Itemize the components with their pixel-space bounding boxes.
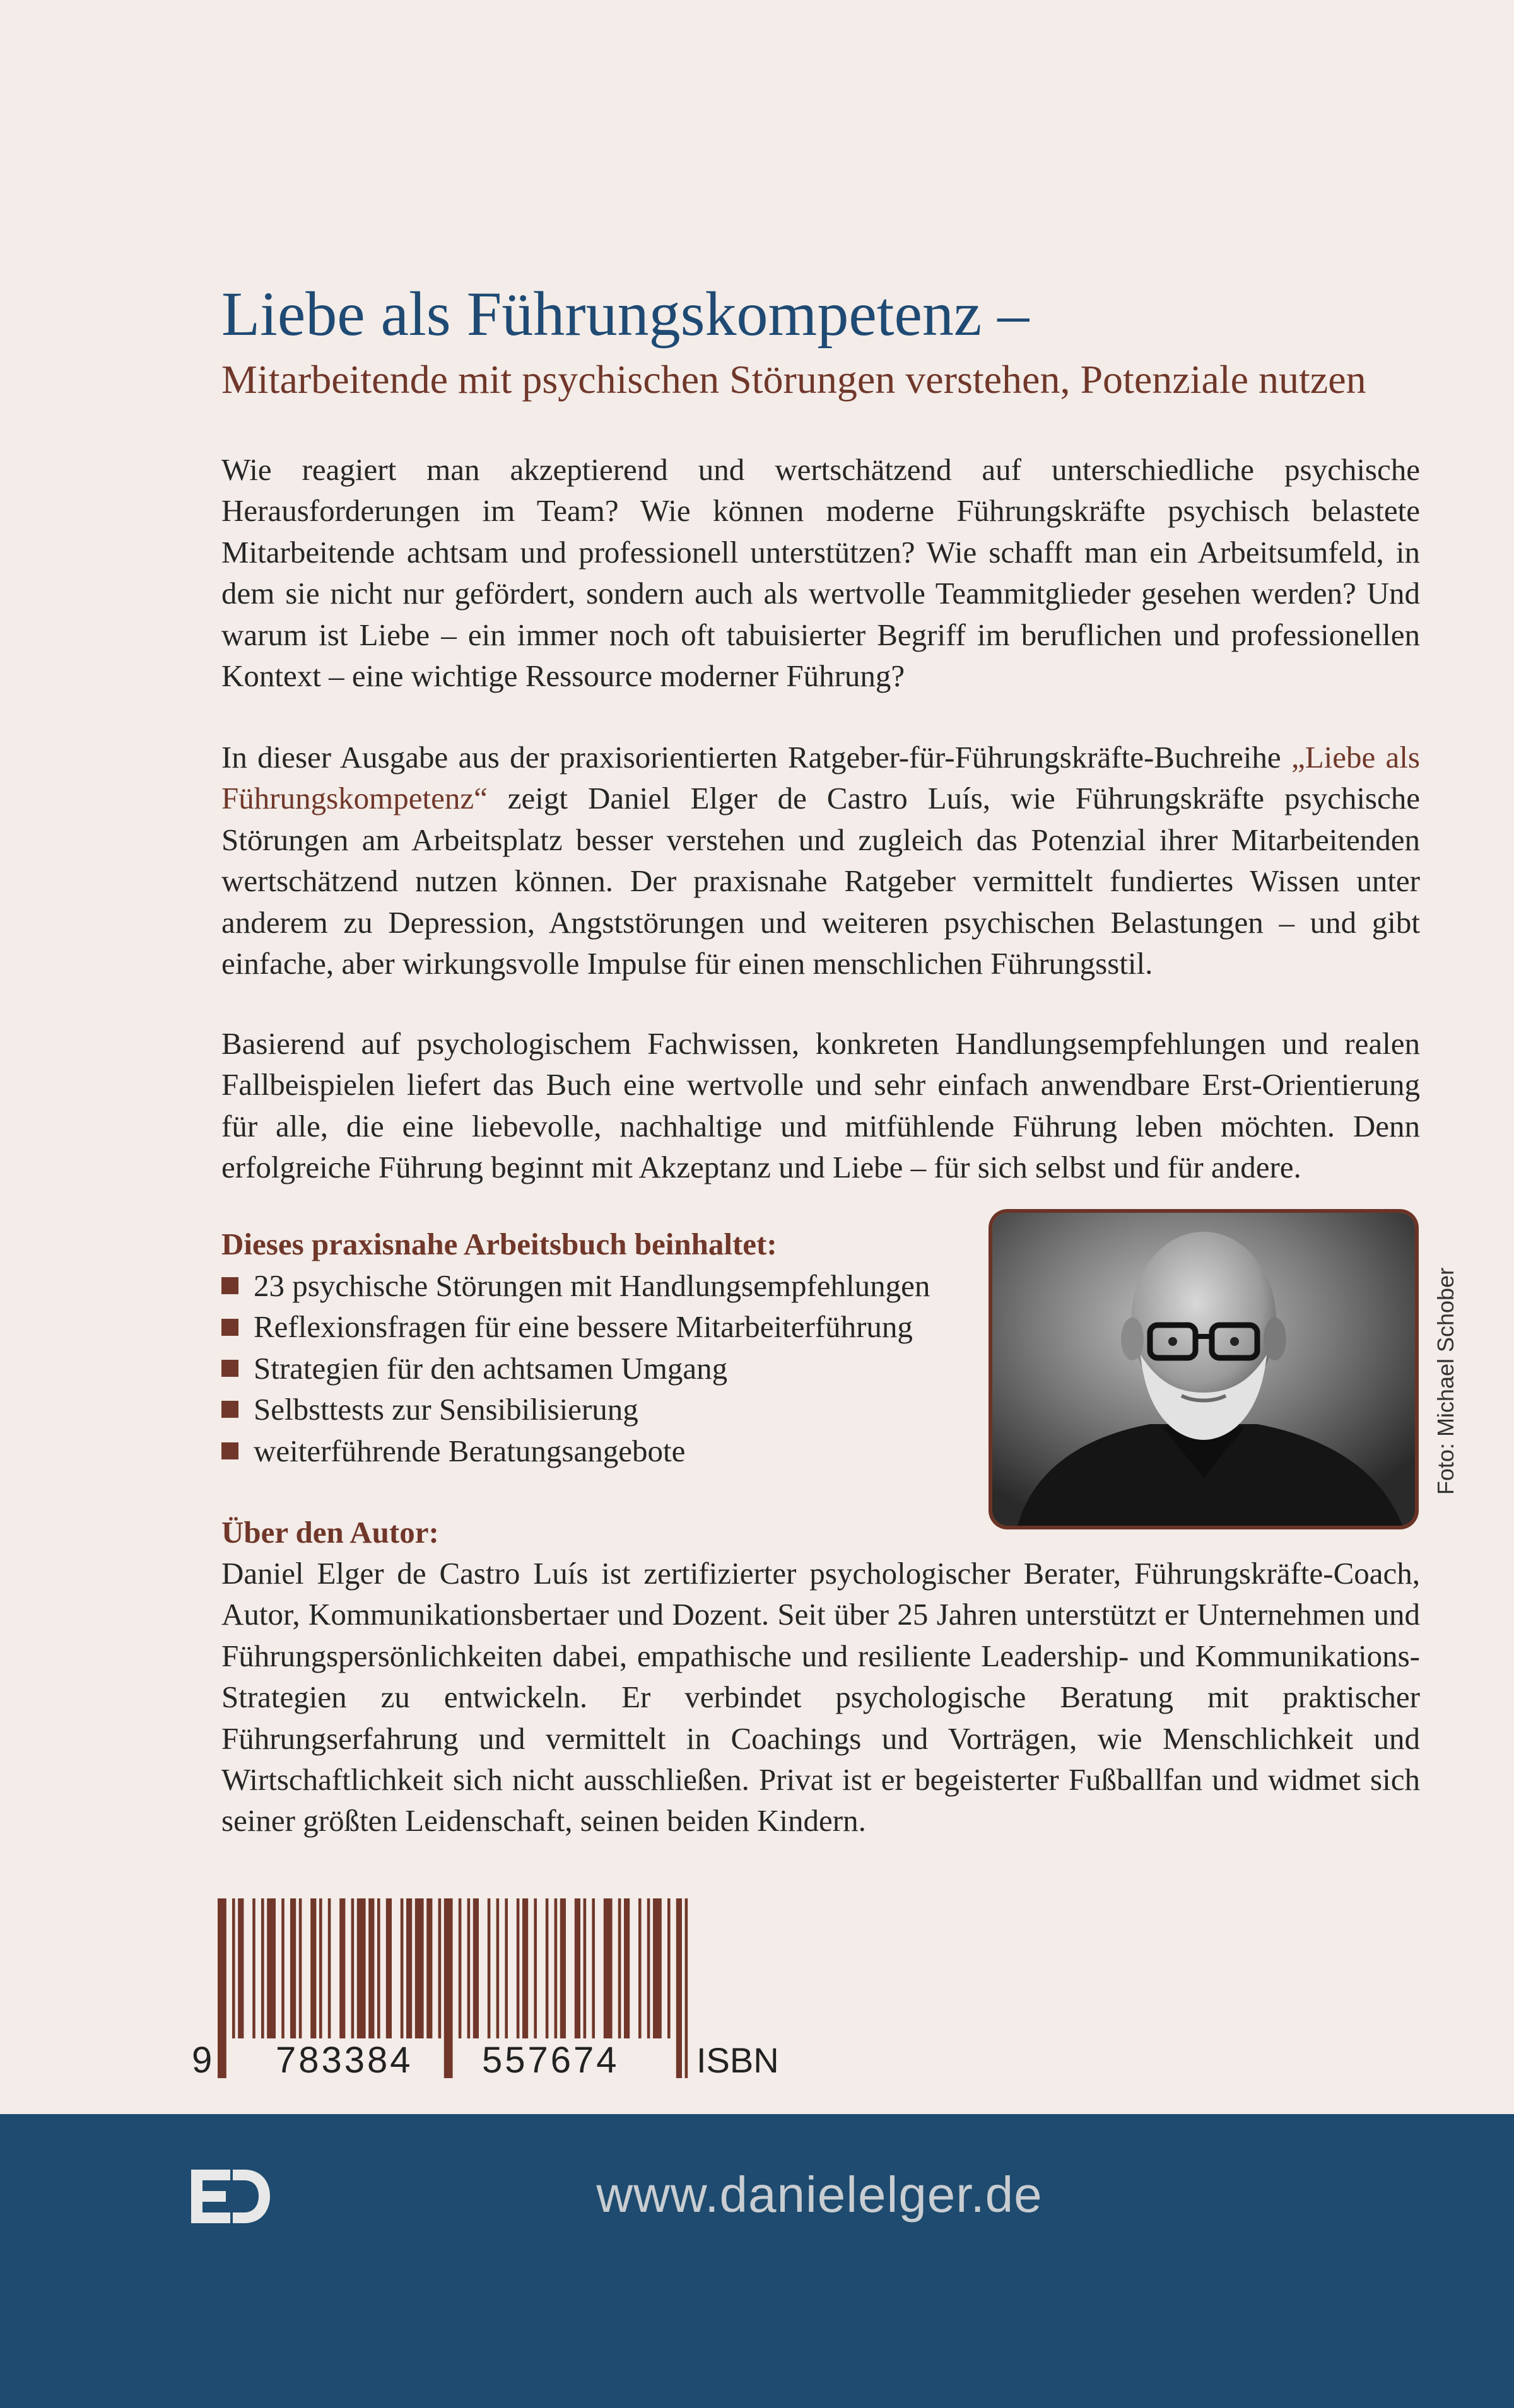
barcode-bar [444,1898,453,2078]
website-url[interactable]: www.danielelger.de [596,2166,1043,2223]
barcode-bar [667,1898,671,2038]
barcode-bar [555,1898,558,2038]
square-bullet-icon [221,1442,238,1459]
photo-credit: Foto: Michael Schober [1433,1267,1458,1495]
series-paragraph [221,737,1420,984]
barcode-bar [310,1898,316,2038]
footer-band [0,2114,1514,2408]
barcode-bar [238,1898,244,2038]
contents-heading: Dieses praxisnahe Arbeitsbuch beinhaltet: [221,1227,777,1261]
barcode-bar [290,1898,296,2038]
barcode-bar [647,1898,650,2038]
author-photo [992,1213,1415,1526]
barcode-bar [267,1898,276,2038]
barcode-bar [252,1898,255,2038]
barcode-bar [505,1898,508,2038]
barcode-bar [426,1898,432,2038]
barcode-bar [232,1898,235,2038]
list-item: 23 psychische Störungen mit Handlungsempfehlungen [221,1265,930,1306]
list-item: Reflexionsfragen für eine bessere Mitarbeiterführung [221,1306,930,1347]
intro-paragraph: Wie reagiert man akzeptierend und wertschätzend auf unterschiedliche psychische Herausforderungen im Team? Wie können moderne Führungskräfte psychisch belastete Mitarbeitende achtsam und professionell unterstützen? Wie schafft man ein Arbeitsumfeld, in dem sie nicht nur gefördert, sondern auch als wertvolle Teammitglieder gesehen werden? Und warum ist Liebe – ein immer noch oft tabuisierter Begriff im beruflichen und professionellen Kontext – eine wichtige Ressource moderner Führung? [221,452,1420,694]
barcode-bar [351,1898,355,2038]
author-heading: Über den Autor: [221,1515,439,1550]
barcode-bar [339,1898,345,2038]
barcode-bar [534,1898,537,2038]
barcode-bar [386,1898,392,2038]
barcode-digits-right: 557674 [482,2040,619,2081]
square-bullet-icon [221,1319,238,1336]
barcode-bar [299,1898,302,2038]
barcode-bar [401,1898,404,2038]
barcode-bar [473,1898,479,2038]
barcode-bar [368,1898,374,2038]
barcode-bar [357,1898,366,2038]
barcode-bar [218,1898,226,2078]
barcode-bar [328,1898,331,2038]
square-bullet-icon [221,1360,238,1377]
author-portrait-image [992,1213,1415,1526]
book-title: Liebe als Führungskompetenz – [221,279,1030,349]
isbn-barcode [189,1898,820,2081]
barcode-bar [517,1898,520,2038]
barcode-bar [638,1898,642,2038]
barcode-bar [261,1898,264,2038]
barcode-bar [560,1898,566,2038]
barcode-bar [685,1898,688,2078]
summary-paragraph: Basierend auf psychologischem Fachwissen, konkreten Handlungsempfehlungen und realen Fallbeispielen liefert das Buch eine wertvolle und sehr einfach anwendbare Erst-Orientierung für alle, die eine liebevolle, nachhaltige und mitfühlende Führung leben möchten. Denn erfolgreiche Führung beginnt mit Akzeptanz und Liebe – für sich selbst und für andere. [221,1026,1420,1185]
barcode-bar [281,1898,285,2038]
square-bullet-icon [221,1277,238,1294]
barcode-isbn-label: ISBN [696,2040,779,2080]
barcode-bar [575,1898,580,2038]
barcode-bar [653,1898,662,2038]
barcode-bar [676,1898,682,2078]
barcode-bar [522,1898,528,2038]
series-text-before: In dieser Ausgabe aus der praxisorientierten Ratgeber-für-Führungskräfte-Buchreihe [221,740,1291,774]
barcode-bar [467,1898,471,2038]
list-item: weiterführende Beratungsangebote [221,1430,930,1471]
author-bio: Daniel Elger de Castro Luís ist zertifizierter psychologischer Berater, Führungskräfte-Coach, Autor, Kommunikationsbertaer und Dozent. Seit über 25 Jahren unterstützt er Unternehmen und Führungspersönlichkeiten dabei, empathische und resiliente Leadership- und Kommunikations-Strategien zu entwickeln. Er verbindet psychologische Beratung mit praktischer Führungserfahrung und vermittelt in Coachings und Vorträgen, wie Menschlichkeit und Wirtschaftlichkeit sich nicht ausschließen. Privat ist er begeisterter Fußballfan und widmet sich seiner größten Leidenschaft, seinen beiden Kindern. [221,1556,1420,1838]
barcode-bar [546,1898,549,2038]
barcode-bar [592,1898,595,2038]
series-name: „Liebe als Führungskompetenz“ [221,740,1420,816]
barcode-bar [459,1898,462,2038]
barcode-bar [377,1898,380,2038]
barcode-digit-first: 9 [192,2040,213,2081]
barcode-bar [438,1898,442,2038]
contents-list [221,1265,930,1471]
barcode-bar [415,1898,424,2038]
barcode-bar [604,1898,613,2038]
barcode-bar [624,1898,630,2038]
book-subtitle: Mitarbeitende mit psychischen Störungen verstehen, Potenziale nutzen [221,357,1366,402]
barcode-bar [496,1898,500,2038]
barcode-bar [584,1898,587,2038]
series-text-after: zeigt Daniel Elger de Castro Luís, wie Führungskräfte psychische Störungen am Arbeitsplatz besser verstehen und zugleich das Potenzial ihrer Mitarbeitenden wertschätzend nutzen können. Der praxisnahe Ratgeber vermittelt fundiertes Wissen unter anderem zu Depression, Angststörungen und weiteren psychischen Belastungen – und gibt einfache, aber wirkungsvolle Impulse für einen menschlichen Führungsstil. [221,781,1420,981]
barcode-bar [488,1898,491,2038]
barcode-digits-left: 783384 [276,2040,413,2081]
list-item: Selbsttests zur Sensibilisierung [221,1389,930,1430]
barcode-bar [618,1898,621,2038]
barcode-bar [319,1898,322,2038]
list-item: Strategien für den achtsamen Umgang [221,1348,930,1389]
square-bullet-icon [221,1401,238,1418]
barcode-bar [406,1898,412,2038]
